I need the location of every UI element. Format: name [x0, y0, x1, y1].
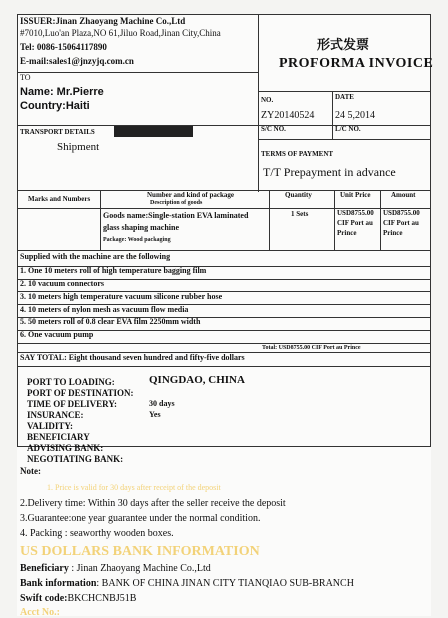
bank-account-number: Acct No.: — [20, 607, 60, 618]
header-divider — [258, 14, 259, 192]
lc-no-label: L/C NO. — [335, 125, 361, 133]
goods-name-line1: Goods name:Single-station EVA laminated — [103, 211, 249, 220]
bank-swift — [20, 593, 136, 604]
goods-amount: USD8755.00 — [383, 209, 420, 217]
to-label: TO — [20, 73, 31, 82]
supplied-heading: Supplied with the machine are the following — [20, 252, 171, 261]
faded-note: 1. Price is valid for 30 days after receipt of the deposit — [47, 483, 221, 492]
supplied-item: 3. 10 meters high temperature vacuum silicone rubber hose — [20, 292, 223, 301]
col-amount: Amount — [391, 191, 416, 199]
bank-swift-value: BKCHCNBJ51B — [67, 593, 137, 604]
port-loading-value: QINGDAO, CHINA — [149, 374, 245, 386]
terms-value: T/T Prepayment in advance — [263, 165, 396, 179]
order-date: 24 5,2014 — [335, 110, 375, 121]
sc-no-label: S/C NO. — [261, 125, 286, 133]
bank-information-label: Bank information — [20, 578, 97, 589]
note-delivery: 2.Delivery time: Within 30 days after the seller receive the deposit — [20, 498, 286, 509]
delivery-time-value: 30 days — [149, 399, 175, 408]
note-guarantee: 3.Guarantee:one year guarantee under the normal condition. — [20, 513, 261, 524]
supplied-item: 6. One vacuum pump — [20, 330, 94, 339]
bank-information — [20, 578, 354, 589]
no-label: NO. — [261, 96, 274, 104]
negotiating-bank-label: NEGOTIATING BANK: — [27, 454, 124, 464]
supplied-item: 4. 10 meters of nylon mesh as vacuum flow media — [20, 305, 189, 314]
redacted-bar — [114, 125, 193, 137]
delivery-time-label: TIME OF DELIVERY: — [27, 399, 118, 409]
goods-amount-place: Prince — [383, 229, 403, 237]
transport-label: TRANSPORT DETAILS — [20, 128, 95, 136]
goods-unit-price: USD8755.00 — [337, 209, 374, 217]
supplied-item: 1. One 10 meters roll of high temperature bagging film — [20, 266, 207, 275]
date-label: DATE — [335, 93, 354, 101]
goods-amount-term: CIF Port au — [383, 219, 419, 227]
issuer-line: ISSUER:Jinan Zhaoyang Machine Co.,Ltd — [20, 16, 186, 26]
bank-swift-label: Swift code: — [20, 593, 68, 604]
note-label: Note: — [20, 466, 41, 476]
terms-label: TERMS OF PAYMENT — [261, 150, 334, 158]
bank-info-heading: US DOLLARS BANK INFORMATION — [20, 544, 260, 559]
col-kind: Number and kind of package — [147, 191, 235, 199]
goods-unit-price-term: CIF Port au — [337, 219, 373, 227]
goods-package: Package: Wood packaging — [103, 237, 171, 243]
order-number: ZY20140524 — [261, 110, 315, 121]
port-destination-label: PORT OF DESTINATION: — [27, 388, 134, 398]
goods-quantity: 1 Sets — [291, 210, 309, 218]
port-loading-label: PORT TO LOADING: — [27, 377, 115, 387]
goods-unit-price-place: Prince — [337, 229, 357, 237]
bank-beneficiary — [20, 563, 211, 574]
col-quantity: Quantity — [285, 191, 312, 199]
proforma-invoice-page — [17, 14, 434, 618]
issuer-email: E-mail:sales1@jnzyjq.com.cn — [20, 56, 134, 66]
bank-beneficiary-label: Beneficiary — [20, 563, 69, 574]
issuer-address: #7010,Luo'an Plaza,NO 61,Jiluo Road,Jinan City,China — [20, 28, 221, 38]
supplied-item: 5. 50 meters roll of 0.8 clear EVA film 2250mm width — [20, 317, 201, 326]
insurance-label: INSURANCE: — [27, 410, 84, 420]
issuer-tel: Tel: 0086-15064117890 — [20, 42, 107, 52]
bank-information-value: : BANK OF CHINA JINAN CITY TIANQIAO SUB-BRANCH — [96, 578, 354, 589]
to-country: Country:Haiti — [20, 100, 90, 112]
say-total: SAY TOTAL: Eight thousand seven hundred and fifty-five dollars — [20, 353, 245, 362]
title-chinese: 形式发票 — [317, 37, 370, 52]
note-packing: 4. Packing : seaworthy wooden boxes. — [20, 528, 174, 539]
goods-name-line2: glass shaping machine — [103, 223, 180, 232]
bank-beneficiary-value: : Jinan Zhaoyang Machine Co.,Ltd — [68, 563, 211, 574]
title-english: PROFORMA INVOICE — [279, 56, 434, 71]
col-unit-price: Unit Price — [340, 191, 371, 199]
supplied-item: 2. 10 vacuum connectors — [20, 279, 104, 288]
insurance-value: Yes — [149, 410, 161, 419]
transport-value: Shipment — [57, 141, 100, 153]
validity-label: VALIDITY: — [27, 421, 74, 431]
to-name: Name: Mr.Pierre — [20, 86, 104, 98]
beneficiary-label: BENEFICIARY — [27, 432, 90, 442]
total-line: Total: USD8755.00 CIF Port au Prince — [262, 345, 361, 351]
col-desc: Description of goods — [150, 200, 203, 206]
advising-bank-label: ADVISING BANK: — [27, 443, 104, 453]
col-marks: Marks and Numbers — [28, 195, 91, 203]
